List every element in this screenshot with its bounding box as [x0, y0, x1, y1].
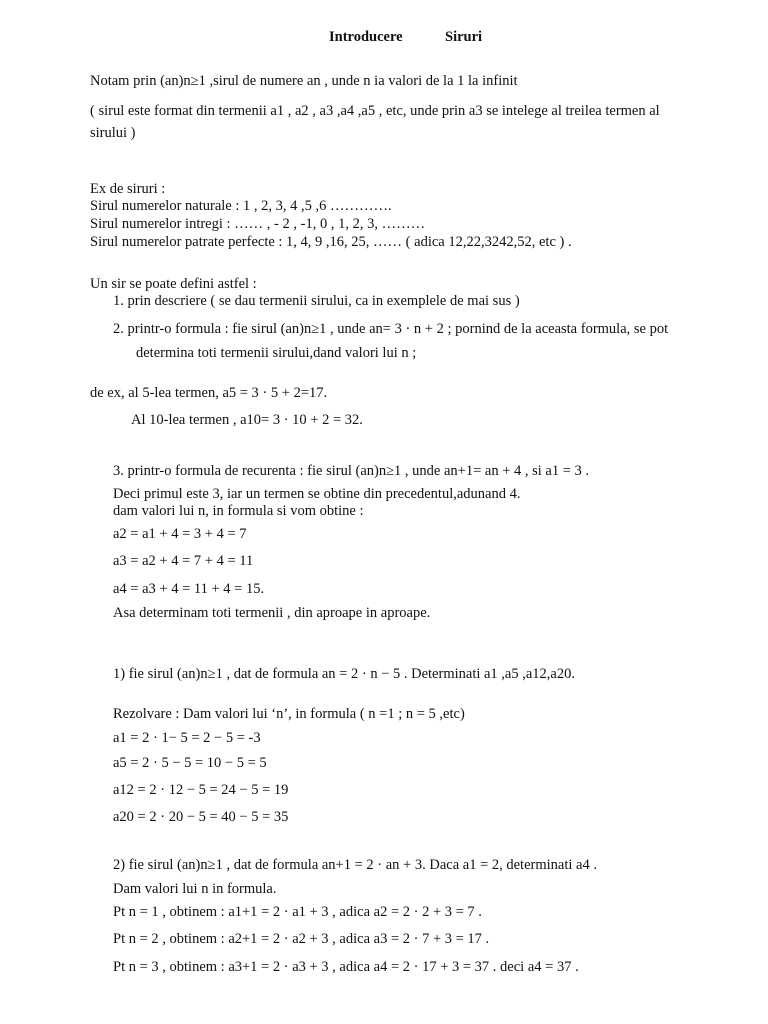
exercise-2-n2: Pt n = 2 , obtinem : a2+1 = 2 · a2 + 3 , adica a3 = 2 · 7 + 3 = 17 .: [113, 931, 490, 947]
example-integer: Sirul numerelor intregi : …… , - 2 , -1, 0 , 1, 2, 3, ………: [90, 216, 426, 232]
definition-item-1: 1. prin descriere ( se dau termenii sirului, ca in exemplele de mai sus ): [113, 293, 520, 309]
definition-item-2: 2. printr-o formula : fie sirul (an)n≥1 , unde an= 3 · n + 2 ; pornind de la aceasta formula, se pot: [113, 321, 669, 337]
recurrence-a3: a3 = a2 + 4 = 7 + 4 = 11: [113, 553, 254, 569]
example-5th-term: de ex, al 5-lea termen, a5 = 3 · 5 + 2=17.: [90, 385, 328, 401]
exercise-1-statement: 1) fie sirul (an)n≥1 , dat de formula an = 2 · n − 5 . Determinati a1 ,a5 ,a12,a20.: [113, 666, 575, 682]
intro-line-1: Notam prin (an)n≥1 ,sirul de numere an , unde n ia valori de la 1 la infinit: [90, 73, 518, 89]
exercise-2-instruction: Dam valori lui n in formula.: [113, 881, 277, 897]
recurrence-a4: a4 = a3 + 4 = 11 + 4 = 15.: [113, 581, 265, 597]
definition-heading: Un sir se poate defini astfel :: [90, 276, 257, 292]
exercise-1-rezolvare: Rezolvare : Dam valori lui ‘n’, in formula ( n =1 ; n = 5 ,etc): [113, 706, 465, 722]
recurrence-explanation: Deci primul este 3, iar un termen se obtine din precedentul,adunand 4.: [113, 486, 521, 502]
example-natural: Sirul numerelor naturale : 1 , 2, 3, 4 ,5 ,6 ………….: [90, 198, 392, 214]
recurrence-conclusion: Asa determinam toti termenii , din aproape in aproape.: [113, 605, 431, 621]
exercise-1-a12: a12 = 2 · 12 − 5 = 24 − 5 = 19: [113, 782, 289, 798]
recurrence-instruction: dam valori lui n, in formula si vom obtine :: [113, 503, 364, 519]
example-10th-term: Al 10-lea termen , a10= 3 · 10 + 2 = 32.: [131, 412, 363, 428]
exercise-1-a1: a1 = 2 · 1− 5 = 2 − 5 = -3: [113, 730, 261, 746]
example-squares: Sirul numerelor patrate perfecte : 1, 4, 9 ,16, 25, …… ( adica 12,22,3242,52, etc ) .: [90, 234, 572, 250]
definition-item-3: 3. printr-o formula de recurenta : fie sirul (an)n≥1 , unde an+1= an + 4 , si a1 = 3 .: [113, 463, 590, 479]
intro-line-2: ( sirul este format din termenii a1 , a2 , a3 ,a4 ,a5 , etc, unde prin a3 se intelege al treilea termen al: [90, 103, 660, 119]
exercise-2-n1: Pt n = 1 , obtinem : a1+1 = 2 · a1 + 3 , adica a2 = 2 · 2 + 3 = 7 .: [113, 904, 482, 920]
examples-heading: Ex de siruri :: [90, 181, 166, 197]
intro-line-3: sirului ): [90, 125, 136, 141]
recurrence-a2: a2 = a1 + 4 = 3 + 4 = 7: [113, 526, 247, 542]
exercise-2-n3: Pt n = 3 , obtinem : a3+1 = 2 · a3 + 3 , adica a4 = 2 · 17 + 3 = 37 . deci a4 = 37 .: [113, 959, 579, 975]
exercise-1-a5: a5 = 2 · 5 − 5 = 10 − 5 = 5: [113, 755, 267, 771]
title-siruri: Siruri: [445, 29, 483, 45]
exercise-1-a20: a20 = 2 · 20 − 5 = 40 − 5 = 35: [113, 809, 289, 825]
definition-item-2-cont: determina toti termenii sirului,dand valori lui n ;: [136, 345, 417, 361]
exercise-2-statement: 2) fie sirul (an)n≥1 , dat de formula an+1 = 2 · an + 3. Daca a1 = 2, determinati a4 .: [113, 857, 597, 873]
title-introducere: Introducere: [329, 29, 403, 45]
